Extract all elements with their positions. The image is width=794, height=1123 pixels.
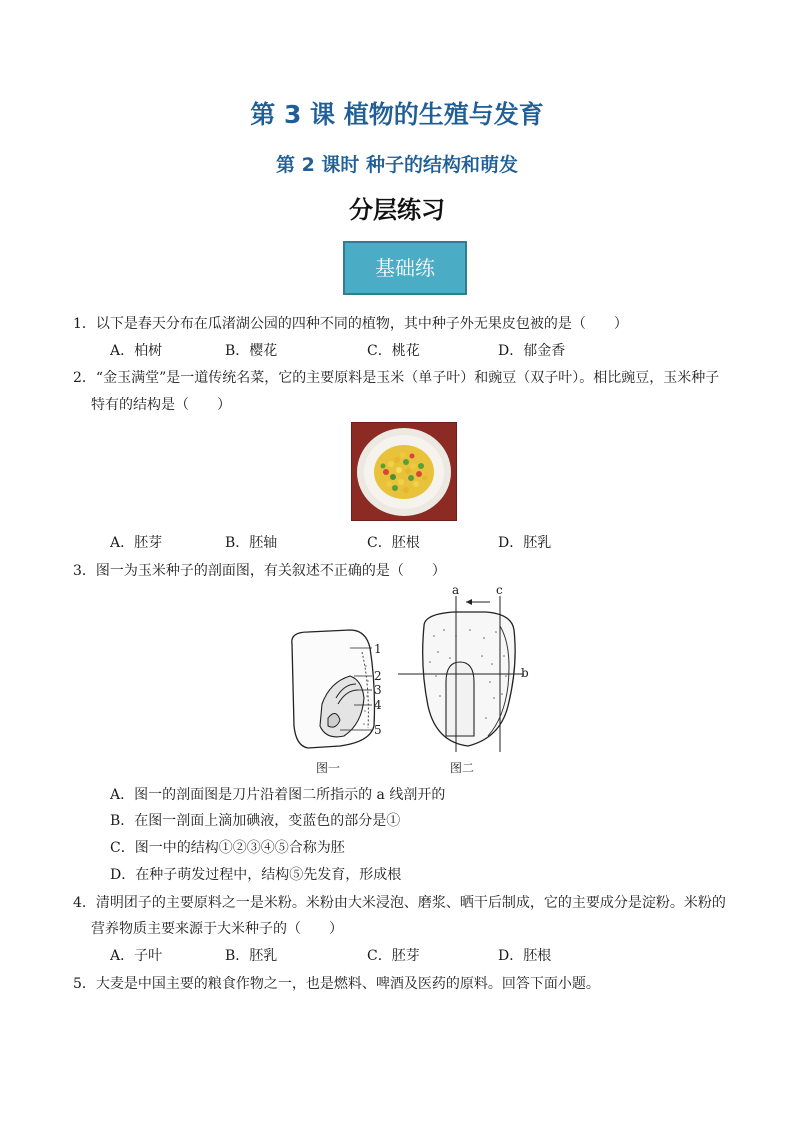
question-3-text: 3．图一为玉米种子的剖面图，有关叙述不正确的是（ ） [73, 563, 446, 579]
q1-option-d[interactable]: D．郁金香 [498, 343, 566, 359]
lesson-subtitle: 第 2 课时 种子的结构和萌发 [275, 154, 519, 176]
axis-label-a: a [452, 586, 460, 597]
q2-option-b[interactable]: B．胚轴 [225, 535, 278, 551]
axis-label-c: c [496, 586, 503, 597]
figure-caption-two: 图二 [450, 761, 475, 775]
figure-label-3: 3 [374, 683, 382, 697]
question-2-text: 2．“金玉满堂”是一道传统名菜，它的主要原料是玉米（单子叶）和豌豆（双子叶）。相比豌豆，玉米种子 [73, 370, 720, 386]
q1-option-a[interactable]: A．柏树 [110, 343, 163, 359]
q3-option-b[interactable]: B．在图一剖面上滴加碘液，变蓝色的部分是① [110, 813, 401, 829]
q3-option-a[interactable]: A．图一的剖面图是刀片沿着图二所指示的 a 线剖开的 [110, 787, 446, 803]
corn-seed-diagram [278, 586, 540, 778]
q4-option-c[interactable]: C．胚芽 [367, 948, 420, 964]
figure-one-seed-section [292, 630, 375, 748]
q1-option-c[interactable]: C．桃花 [367, 343, 420, 359]
figure-label-2: 2 [374, 669, 382, 683]
figure-caption-one: 图一 [316, 761, 341, 775]
q4-option-a[interactable]: A．子叶 [110, 948, 163, 964]
axis-label-b: b [521, 666, 529, 680]
level-badge: 基础练 [343, 241, 467, 295]
question-4-text: 4．清明团子的主要原料之一是米粉。米粉由大米浸泡、磨浆、晒干后制成，它的主要成分是淀粉。米粉的 [73, 895, 726, 911]
figure-label-4: 4 [374, 698, 382, 712]
question-2-text-cont: 特有的结构是（ ） [91, 397, 231, 413]
question-5-text: 5．大麦是中国主要的粮食作物之一，也是燃料、啤酒及医药的原料。回答下面小题。 [73, 976, 600, 992]
corn-pea-dish-photo [351, 422, 457, 521]
figure-two-seed-front [398, 596, 524, 752]
q2-option-d[interactable]: D．胚乳 [498, 535, 552, 551]
question-1-text: 1．以下是春天分布在瓜渚湖公园的四种不同的植物，其中种子外无果皮包被的是（ ） [73, 316, 628, 332]
figure-label-1: 1 [374, 642, 382, 656]
question-4-text-cont: 营养物质主要来源于大米种子的（ ） [91, 921, 343, 937]
q3-option-d[interactable]: D．在种子萌发过程中，结构⑤先发育，形成根 [110, 867, 402, 883]
q4-option-b[interactable]: B．胚乳 [225, 948, 278, 964]
q1-option-b[interactable]: B．樱花 [225, 343, 278, 359]
q2-option-a[interactable]: A．胚芽 [110, 535, 163, 551]
section-title: 分层练习 [349, 196, 445, 224]
q3-option-c[interactable]: C．图一中的结构①②③④⑤合称为胚 [110, 840, 345, 856]
q4-option-d[interactable]: D．胚根 [498, 948, 552, 964]
figure-label-5: 5 [374, 723, 382, 737]
lesson-title: 第 3 课 植物的生殖与发育 [250, 100, 544, 129]
q2-option-c[interactable]: C．胚根 [367, 535, 420, 551]
